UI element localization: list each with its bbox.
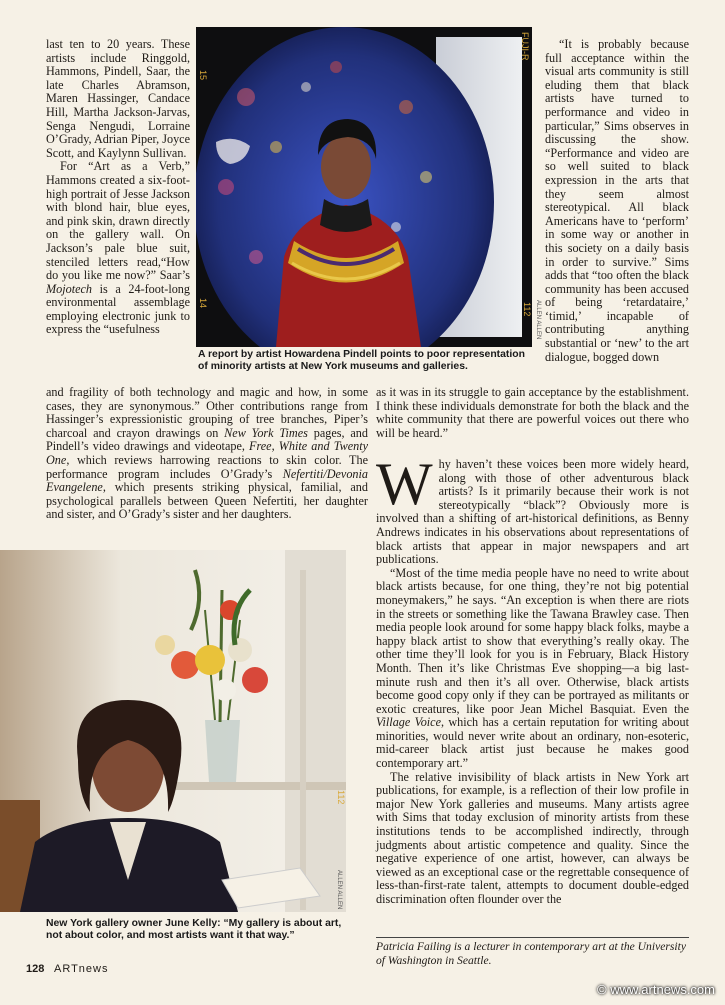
photo-credit-bottom: ALLEN ALLEN [336, 870, 342, 910]
text-span: hy haven’t these voices been more widely heard, along with those of other adventurous black artists? Is it primarily because their work is not stereotypically “black”? Obviously more is involved than a shifting of art-historical definitions, as Benny Andrews indicates in his observations about representations of black artists that appear in major newspapers and art publications. [376, 457, 689, 567]
right-column-top [545, 38, 689, 364]
italic-title: Village Voice [376, 715, 441, 730]
kelly-photo [0, 550, 346, 912]
text-span: , which has a certain reputation for writing about minorities, would never write about an ordinary, non-esoteric, mid-career black artist just because he makes good contemporary art.” [376, 715, 690, 771]
pindell-photo [196, 27, 532, 347]
pindell-photo-art [196, 27, 532, 347]
kelly-caption: New York gallery owner June Kelly: “My gallery is about art, not about color, and most artists want it that way.” [46, 918, 342, 941]
italic-title: Nefertiti/Devonia Evangelene [46, 466, 368, 495]
paragraph [376, 451, 689, 567]
right-column-lower [376, 451, 690, 907]
publication-name: ARTnews [54, 963, 109, 975]
watermark: © www.artnews.com [597, 982, 715, 997]
film-brand-mark: FUJI-R [520, 32, 530, 61]
paragraph: last ten to 20 years. These artists include Ringgold, Hammons, Pindell, Saar, the late Charles Abramson, Maren Hassinger, Candace Hill, Martha Jackson-Jarvas, Senga Nengudi, Lorraine O’Grady, Adrian Piper, Joyce Scott, and Kaylynn Sullivan. [46, 37, 190, 160]
page-number: 128 [26, 963, 45, 975]
text-span: “Most of the time media people have no need to write about black artists because, for one thing, they’re not big potential moneymakers,” he says. “An exception is when there are riots in the streets or something like the Tawana Brawley case. Then media people look around for some happy black folks, maybe a happy black artist to show that everything’s really okay. The other time they’ll look for you is in February, Black History Month. Then it’s like Christmas Eve shopping—a big last-minute rush and then it’s all over. Otherwise, black artists become good copy only if they can be portrayed as militants or exotic creatures, like poor Jean Michel Basquiat. Even the [376, 565, 689, 716]
paragraph [46, 160, 190, 337]
kelly-photo-art [0, 550, 346, 912]
text-span: is a 24-foot-long environmental assemblage employing electronic junk to express the “usefulness [46, 281, 190, 337]
text-span: , which presents striking physical, familial, and psychological parallels between Queen Nefertiti, her daughter and sister, and O’Grady’s sister and her daughters. [46, 480, 368, 522]
paragraph: “It is probably because full acceptance within the visual arts community is still eluding them that black artists have turned to performance and video in particular,” Sims observes in discussing the show. “Performance and video are so well suited to black expression in the arts that they seem almost stereotypical. All black Americans have to ‘perform’ in some way or another in this society on a daily basis in order to survive.” Sims adds that “too often the black community has been accused of being ‘retardataire,’ ‘timid,’ incapable of contributing anything substantial or ‘new’ to the art dialogue, bogged down [545, 37, 689, 364]
film-frame-number-14: 14 [198, 298, 208, 309]
film-frame-number-15: 15 [198, 70, 208, 81]
paragraph [376, 567, 689, 771]
text-span: and fragility of both technology and magic and how, in some cases, they are synonymous.” Other contributions range from Hassinger’s expressionistic grouping of tree branches, Piper’s charcoal and crayon drawings on [46, 385, 368, 440]
left-column-top [46, 38, 190, 337]
film-frame-number-112-top: 112 [522, 302, 532, 317]
drop-cap: W [376, 451, 433, 517]
left-column-wide [46, 386, 368, 522]
pindell-caption: A report by artist Howardena Pindell points to poor representation of minority artists at New York museums and galleries. [198, 349, 525, 372]
paragraph: The relative invisibility of black artists in New York art publications, for example, is a reflection of their low profile in major New York galleries and museums. Many artists agree with Sims that today exclusion of minority artists from these institutions tends to be accomplished indirectly, through judgments about artistic competence and quality. Since the negative experience of one artist, however, can always be viewed as an exceptional case or the regrettable consequence of less-than-first-rate talent, attempts to document double-edged discrimination often flounder over the [376, 769, 689, 906]
italic-title: New York Times [224, 425, 308, 440]
text-span: For “Art as a Verb,” Hammons created a six-foot-high portrait of Jesse Jackson with blond hair, blue eyes, and pink skin, drawn directly on the gallery wall. On Jackson’s pale blue suit, stenciled letters read,“How do you like me now?” Saar’s [46, 159, 190, 283]
author-bio: Patricia Failing is a lecturer in contemporary art at the University of Washington in Seattle. [376, 937, 689, 968]
paragraph [46, 386, 368, 522]
italic-title: Free, White and Twenty One [46, 439, 368, 467]
film-frame-number-112-bottom: 112 [336, 790, 346, 805]
italic-title: Mojotech [46, 281, 93, 296]
photo-credit-top: ALLEN ALLEN [535, 300, 541, 340]
right-column-wide [376, 386, 689, 440]
paragraph: as it was in its struggle to gain acceptance by the establishment. I think these individuals demonstrate for both the black and the white community that there are powerful voices out there who will be heard.” [376, 385, 689, 440]
text-span: , which reviews harrowing reactions to skin color. The performance program includes O’Grady’s [46, 452, 368, 481]
text-span: pages, and Pindell’s video drawings and videotape, [46, 425, 368, 454]
